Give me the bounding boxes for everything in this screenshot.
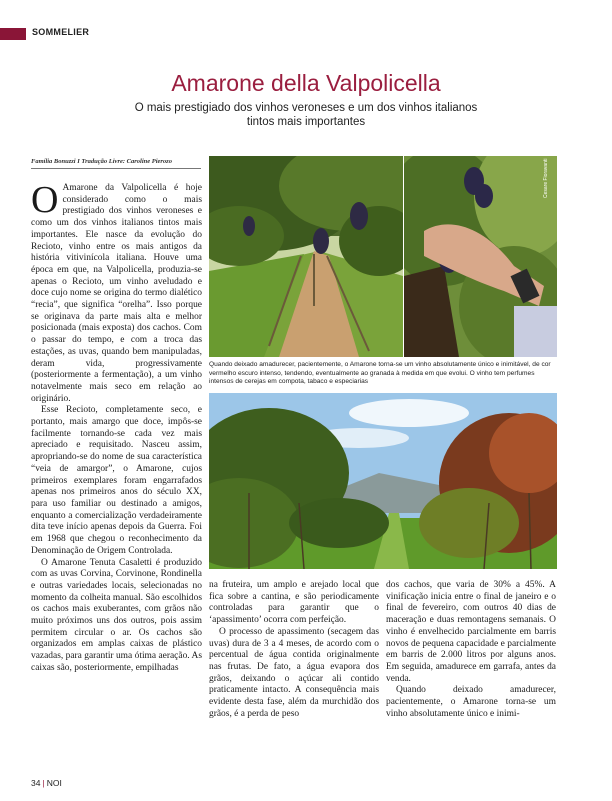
page-number: 34 — [31, 778, 41, 788]
vineyard-rows-photo — [209, 156, 403, 357]
drop-cap: O — [31, 179, 59, 221]
body-column-3 — [386, 580, 556, 720]
page-footer — [31, 778, 62, 788]
magazine-name: NOI — [46, 778, 62, 788]
vineyard-landscape-photo — [209, 393, 557, 569]
article-subtitle: O mais prestigiado dos vinhos veroneses e um dos vinhos italianos tintos mais importantes — [134, 102, 478, 128]
body-column-1 — [31, 179, 202, 675]
footer-separator: | — [42, 778, 45, 788]
section-marker — [0, 28, 26, 40]
paragraph: Amarone da Valpolicella é hoje considerado como o mais prestigiado dos vinhos veroneses e como um dos vinhos italianos tintos mais importantes. Ele nasce da evolução do Recioto, vinho entre os mais antigos da história vitivinícola italiana. Houve uma época em que, na Valpolicella, produzia-se apenas o Recioto, um vinho aveludado e doce cujo nome se origina do termo dialético “recia”, que significa “orelha”. Isso porque se originava da parte mais alta e melhor posicionada (mais exposta) dos cachos. Com o passar do tempo, e com a troca das estações, as uvas, quando bem manipuladas, deram vida, progressivamente (posteriormente a fermentação), a um vinho notavelmente mais seco em relação ao originário. — [31, 183, 202, 404]
paragraph: dos cachos, que varia de 30% a 45%. A vinificação inicia entre o final de janeiro e o final de fevereiro, com outros 40 dias de maceração e duas remontagens semanais. O vinho é envelhecido parcialmente em barris novos de pequena capacidade e parcialmente em barris de 2.000 litros por alguns anos. Em seguida, amadurece em garrafa, antes da venda. — [386, 580, 556, 684]
paragraph: O processo de apassimento (secagem das uvas) dura de 3 a 4 meses, de acordo com o percentual de água contida originalmente nas frutas. De fato, a água evapora dos grãos, deixando o açúcar ali contido praticamente intacto. A consequência mais evidente desta fase, além da murchidão dos grãos, é a perda de peso — [209, 626, 379, 719]
grape-harvest-photo — [404, 156, 557, 357]
paragraph: Esse Recioto, completamente seco, e portanto, mais amargo que doce, impôs-se facilmente tornando-se cada vez mais apreciado e requisitado. Nasceu assim, apropriando-se do nome de sua característica “veia de amargor”, o Amarone, cujos primeiros exemplares foram engarrafados apenas nos primeiros anos do século XX, para uso familiar ou destinado a amigos, enquanto a comercialização verdadeiramente dita teve início apenas depois da Guerra. Foi em 1968 que chegou o reconhecimento da Denominação de Origem Controlada. — [31, 405, 202, 556]
article-title: Amarone della Valpolicella — [171, 70, 441, 96]
paragraph: na fruteira, um amplo e arejado local que fica sobre a cantina, e são periodicamente controladas para garantir que o ‘apassimento’ ocorra com perfeição. — [209, 580, 379, 626]
paragraph: Quando deixado amadurecer, pacientemente, o Amarone torna-se um vinho absolutamente único e inimi- — [386, 685, 556, 719]
section-label: SOMMELIER — [32, 27, 90, 37]
photo-caption: Quando deixado amadurecer, pacientemente, o Amarone torna-se um vinho absolutamente único e inimitável, de cor vermelho escuro intenso, tendendo, eventualmente ao granada à medida em que evolui. O vinho tem perfumes intensos de cerejas em compota, tabaco e especiarias — [209, 361, 551, 386]
photo-credit: Cesare Fioravanti — [543, 158, 549, 198]
body-column-2 — [209, 580, 379, 720]
byline: Família Bonuzzi I Tradução Livre: Caroline Pierozo — [31, 158, 201, 169]
paragraph: O Amarone Tenuta Casaletti é produzido com as uvas Corvina, Corvinone, Rondinella e outras variedades locais, selecionadas no momento da colheita manual. São escolhidos os cachos mais exuberantes, com grãos não muito próximos uns dos outros, pois assim permitem circular o ar. Os cachos são organizados em amplas caixas de plástico vazadas, para garantir uma ótima aeração. As caixas são, posteriormente, empilhadas — [31, 557, 202, 673]
